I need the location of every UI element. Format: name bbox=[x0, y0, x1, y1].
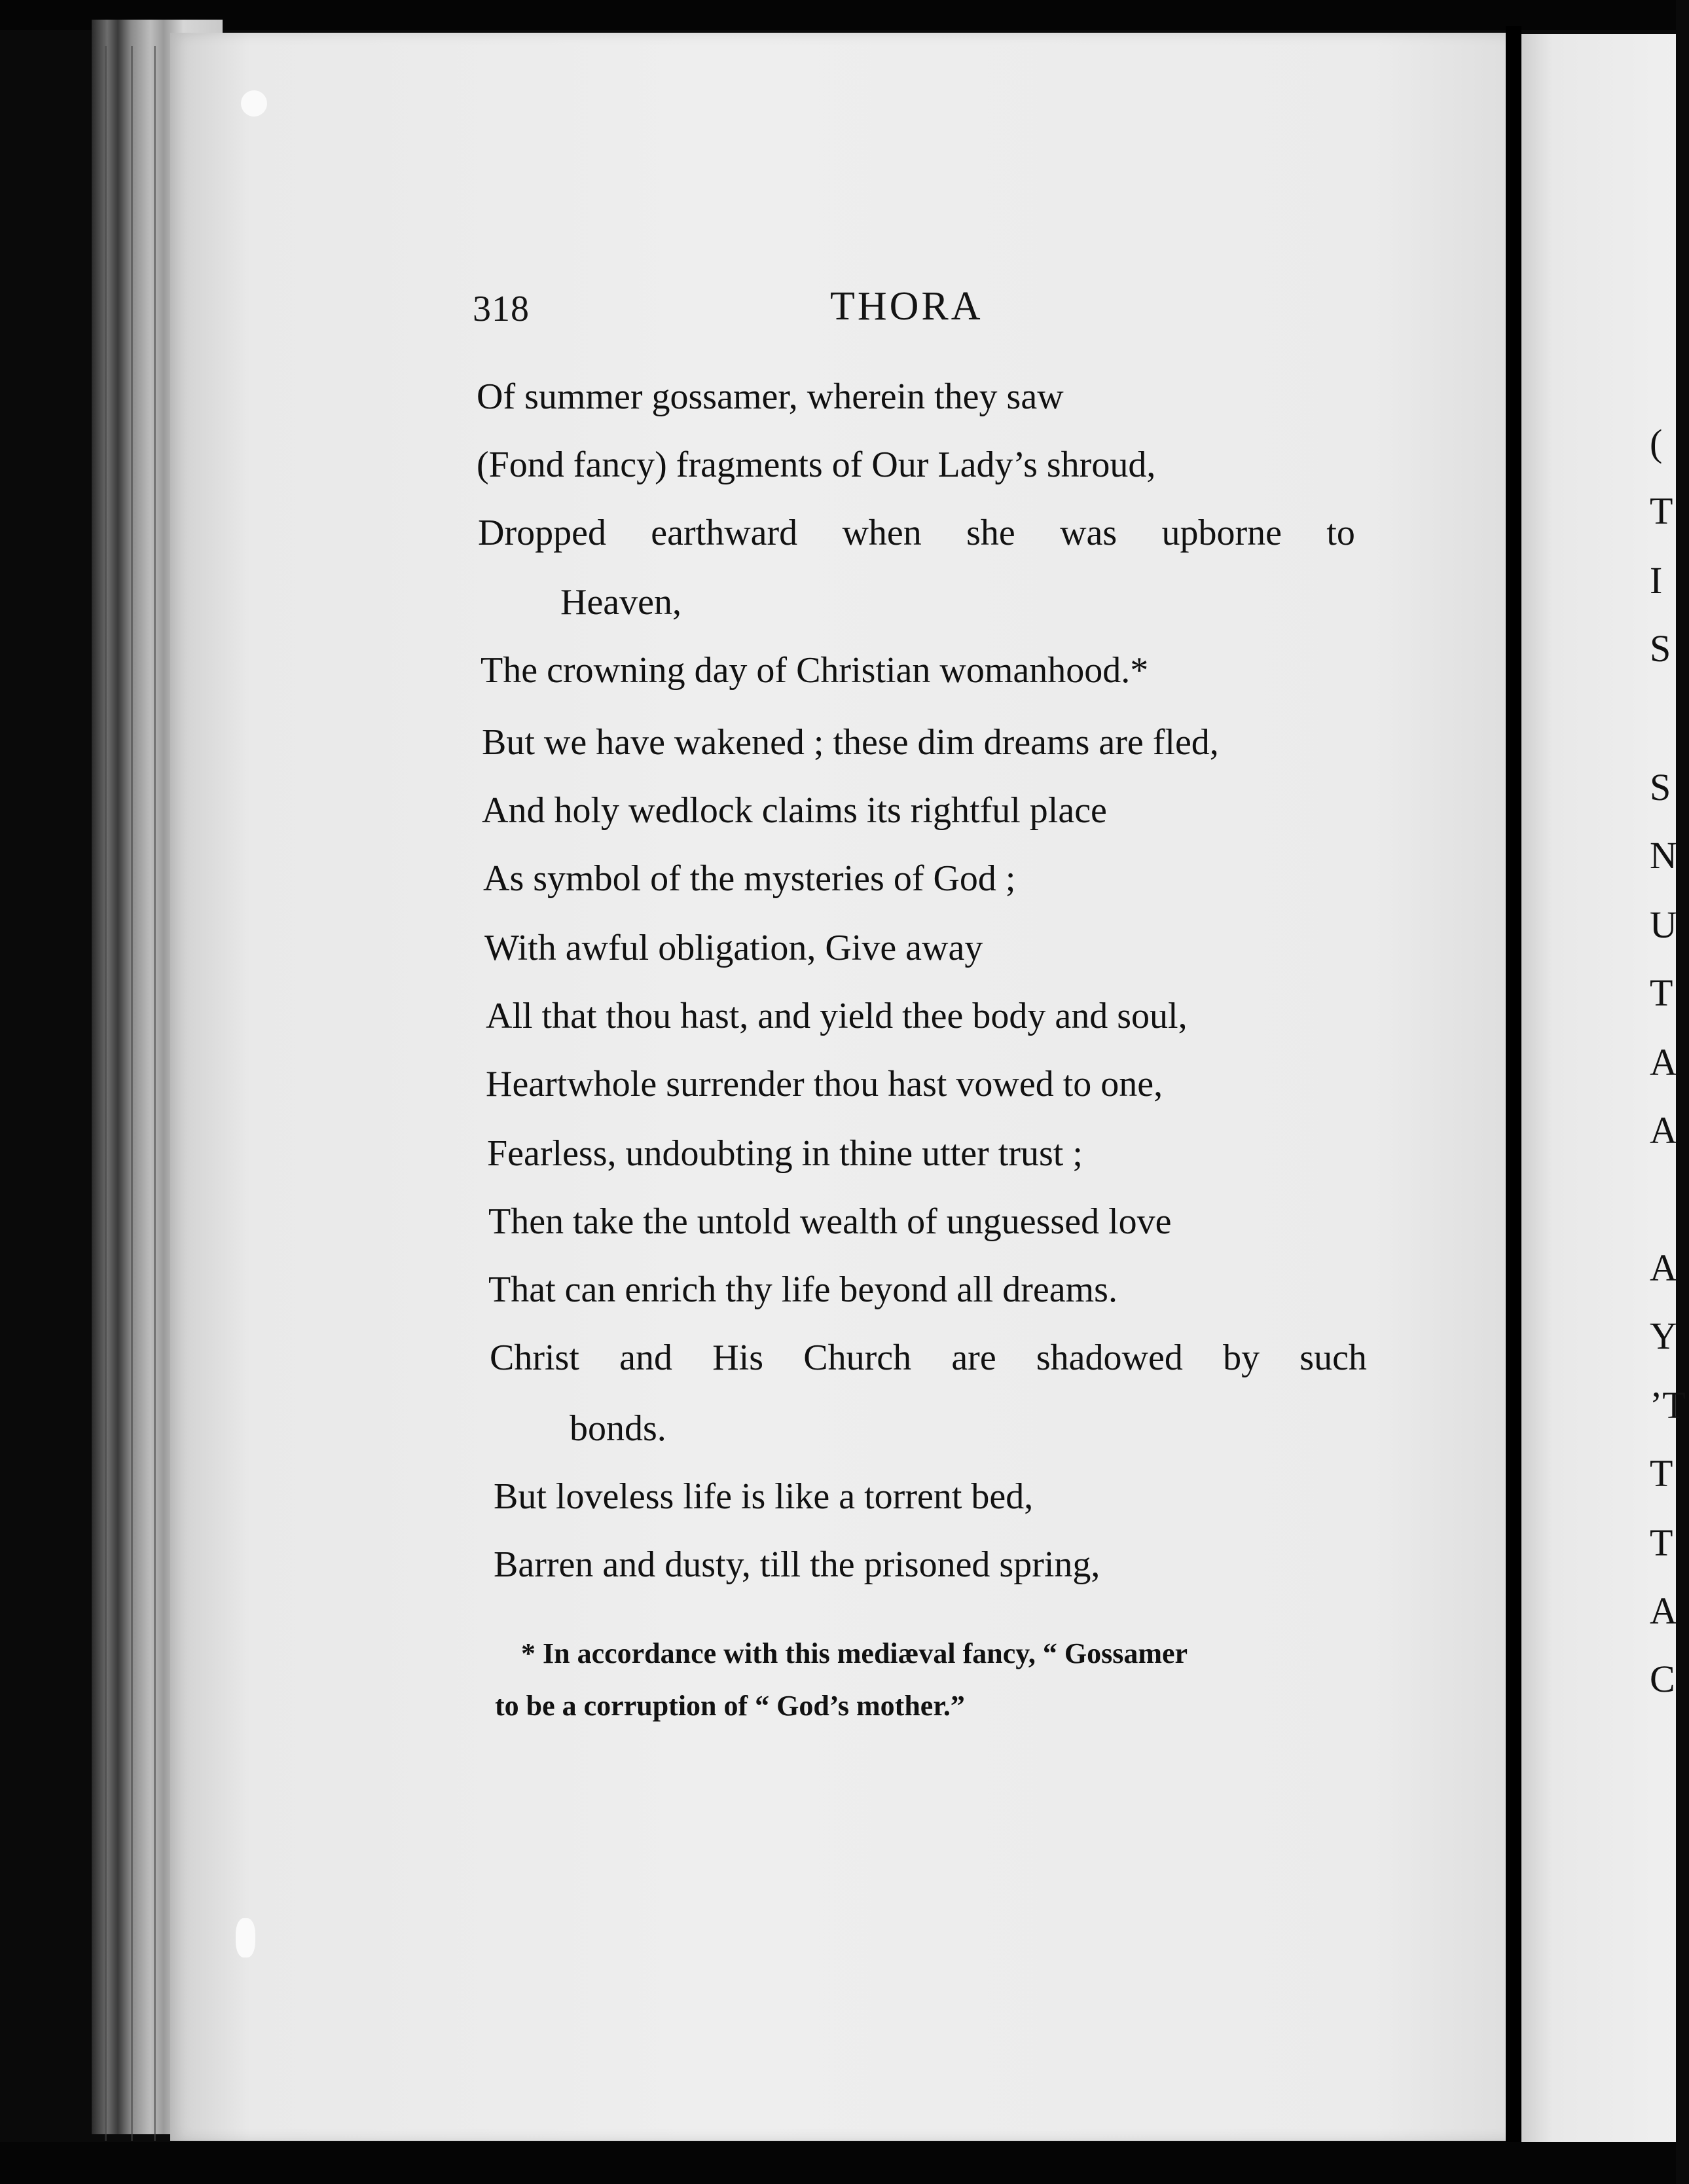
poem-line-justified bbox=[490, 1339, 1367, 1376]
facing-page-letter: A bbox=[1650, 1109, 1677, 1152]
poem-line-justified bbox=[478, 515, 1355, 551]
poem-word: earthward bbox=[651, 513, 798, 553]
poem-line: Fearless, undoubting in thine utter trust ; bbox=[487, 1133, 1083, 1174]
facing-page-letter: U bbox=[1650, 903, 1677, 946]
facing-page-letter: S bbox=[1650, 766, 1671, 809]
facing-page-letter: S bbox=[1650, 627, 1671, 670]
poem-word: Dropped bbox=[478, 513, 606, 553]
poem-word: was bbox=[1060, 513, 1117, 553]
poem-line: Of summer gossamer, wherein they saw bbox=[477, 376, 1064, 417]
facing-page-letter: N bbox=[1650, 834, 1677, 877]
poem-word: when bbox=[842, 513, 922, 553]
poem-line-continuation: Heaven, bbox=[560, 582, 682, 623]
facing-page-letter: Y bbox=[1650, 1315, 1677, 1357]
poem-line: But we have wakened ; these dim dreams are fled, bbox=[482, 722, 1219, 763]
page-edge-line bbox=[105, 46, 107, 2141]
poem-word: to bbox=[1326, 513, 1355, 553]
facing-page bbox=[1521, 34, 1676, 2155]
facing-page-letter: C bbox=[1650, 1658, 1675, 1700]
poem-line: Then take the untold wealth of unguessed love bbox=[488, 1201, 1172, 1242]
facing-page-letter: T bbox=[1650, 1452, 1673, 1495]
facing-page-letter: A bbox=[1650, 1590, 1677, 1632]
page-edge-line bbox=[154, 46, 156, 2141]
poem-line: And holy wedlock claims its rightful place bbox=[482, 790, 1107, 831]
poem-word: Christ bbox=[490, 1338, 579, 1378]
page-edge-line bbox=[131, 46, 133, 2141]
running-title: THORA bbox=[830, 284, 983, 329]
footnote-line: to be a corruption of “ God’s mother.” bbox=[495, 1690, 965, 1722]
poem-word: His bbox=[712, 1338, 764, 1378]
poem-word: Church bbox=[803, 1338, 912, 1378]
facing-page-letter: I bbox=[1650, 559, 1663, 602]
poem-word: are bbox=[951, 1338, 996, 1378]
poem-line: But loveless life is like a torrent bed, bbox=[494, 1476, 1034, 1517]
poem-word: upborne bbox=[1161, 513, 1282, 553]
poem-word: by bbox=[1223, 1338, 1260, 1378]
book-gutter bbox=[1506, 26, 1521, 2154]
poem-line: That can enrich thy life beyond all dreams. bbox=[488, 1269, 1117, 1310]
scan-speck bbox=[236, 1918, 255, 1957]
poem-word: and bbox=[619, 1338, 672, 1378]
page-number: 318 bbox=[473, 289, 530, 329]
facing-page-letter: T bbox=[1650, 1521, 1673, 1564]
facing-page-letter: T bbox=[1650, 972, 1673, 1014]
facing-page-letter: ( bbox=[1650, 422, 1663, 464]
facing-page-letter: ’T bbox=[1650, 1384, 1686, 1427]
poem-word: she bbox=[966, 513, 1015, 553]
poem-line: The crowning day of Christian womanhood.* bbox=[481, 650, 1149, 691]
facing-page-letter: A bbox=[1650, 1247, 1677, 1289]
poem-line: With awful obligation, Give away bbox=[484, 928, 983, 968]
footnote-line: * In accordance with this mediæval fancy, “ Gossamer bbox=[521, 1637, 1188, 1669]
poem-line: (Fond fancy) fragments of Our Lady’s shroud, bbox=[477, 445, 1156, 485]
poem-word: shadowed bbox=[1036, 1338, 1183, 1378]
poem-line-continuation: bonds. bbox=[570, 1408, 666, 1449]
scan-top-border bbox=[0, 0, 1676, 30]
scan-speck bbox=[241, 90, 267, 117]
facing-page-letter: A bbox=[1650, 1041, 1677, 1083]
poem-line: As symbol of the mysteries of God ; bbox=[483, 858, 1016, 899]
poem-line: Barren and dusty, till the prisoned spring, bbox=[494, 1544, 1100, 1585]
scan-bottom-border bbox=[0, 2142, 1676, 2184]
poem-word: such bbox=[1299, 1338, 1367, 1378]
poem-line: All that thou hast, and yield thee body and soul, bbox=[486, 996, 1188, 1036]
facing-page-letter: T bbox=[1650, 490, 1673, 532]
poem-line: Heartwhole surrender thou hast vowed to one, bbox=[486, 1064, 1163, 1104]
